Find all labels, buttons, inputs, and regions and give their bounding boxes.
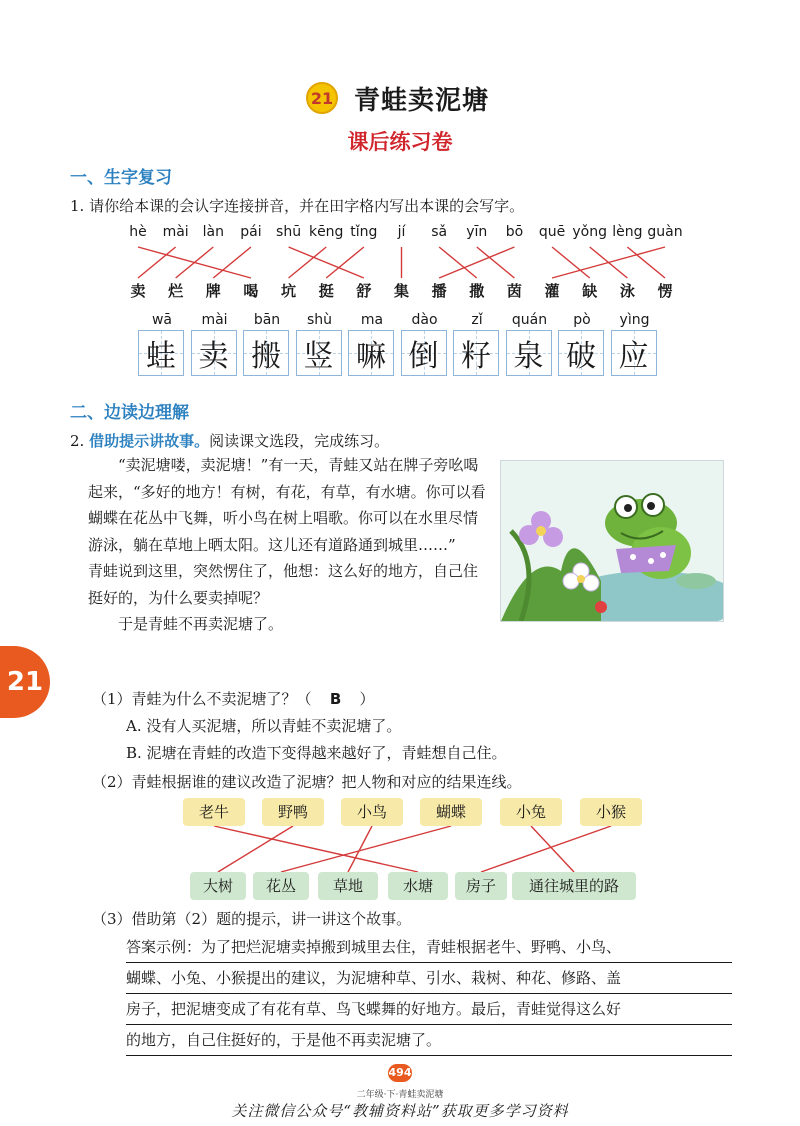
result-match-line	[218, 826, 293, 872]
option-b: B. 泥塘在青蛙的改造下变得越来越好了，青蛙想自己住。	[126, 744, 507, 762]
pinyin-item: hè	[129, 224, 147, 240]
writing-pinyin: pò	[573, 312, 591, 328]
writing-pinyin: shù	[306, 312, 333, 328]
pinyin-item: lèng	[612, 224, 643, 240]
passage-paragraph: 于是青蛙不再卖泥塘了。	[118, 615, 284, 633]
pinyin-item: yǒng	[572, 224, 608, 240]
writing-character: 倒	[408, 339, 439, 374]
lesson-number-badge: 21	[306, 82, 338, 114]
writing-character: 搬	[251, 339, 281, 374]
pinyin-item: guàn	[647, 224, 683, 240]
question-2-number: 2.	[70, 432, 90, 450]
pinyin-match-line	[289, 247, 364, 278]
answer-line: 房子，把泥塘变成了有花有草、鸟飞蝶舞的好地方。最后，青蛙觉得这么好	[126, 994, 732, 1025]
frog-illustration	[500, 460, 724, 622]
writing-pinyin: yìng	[619, 312, 650, 328]
result-match-line	[481, 826, 611, 872]
pinyin-item: mài	[162, 224, 189, 240]
answer-line: 的地方，自己住挺好的，于是他不再卖泥塘了。	[126, 1025, 732, 1056]
question-1: 1. 请你给本课的会认字连接拼音，并在田字格内写出本课的会写字。	[70, 197, 525, 215]
sub-question-1-close: ）	[359, 690, 375, 708]
character-item: 泳	[619, 282, 635, 300]
passage-paragraph: “卖泥塘喽，卖泥塘！”有一天，青蛙又站在牌子旁吆喝起来，“多好的地方！有树，有花，有草，有水塘。你可以看蝴蝶在花丛中飞舞，听小鸟在树上唱歌。你可以在水里尽情游泳，躺在草地上晒太阳。这儿还有道路通到城里……”	[88, 456, 486, 554]
pinyin-item: shū	[276, 224, 302, 240]
pinyin-match-line	[176, 247, 214, 278]
reading-passage	[88, 452, 486, 638]
writing-character: 竖	[303, 339, 334, 374]
character-item: 喝	[243, 282, 259, 300]
result-tag: 大树	[190, 872, 246, 900]
character-item: 撒	[469, 282, 485, 300]
pinyin-match-line	[289, 247, 327, 278]
writing-pinyin: dào	[411, 312, 438, 328]
book-info: 二年级·下·青蛙卖泥塘	[356, 1090, 444, 1100]
sub-question-1-answer: B	[329, 690, 342, 708]
option-a: A. 没有人买泥塘，所以青蛙不卖泥塘了。	[126, 717, 402, 735]
character-item: 舒	[356, 282, 372, 300]
pinyin-match-line	[552, 247, 665, 278]
sub-question-3: （3）借助第（2）题的提示，讲一讲这个故事。	[92, 910, 412, 928]
character-item: 缺	[582, 282, 598, 300]
writing-pinyin: mài	[201, 312, 228, 328]
pinyin-item: pái	[240, 224, 262, 240]
side-lesson-badge: 21	[0, 646, 50, 718]
writing-character: 蛙	[146, 339, 176, 374]
writing-pinyin: wā	[151, 312, 173, 328]
writing-pinyin: bān	[253, 312, 281, 328]
sub-question-2: （2）青蛙根据谁的建议改造了泥塘？把人物和对应的结果连线。	[92, 773, 522, 791]
character-item: 播	[431, 282, 447, 300]
result-tag: 花丛	[253, 872, 309, 900]
question-2	[70, 430, 389, 451]
pinyin-match-line	[477, 247, 515, 278]
person-tag: 老牛	[183, 798, 245, 826]
page-title: 青蛙卖泥塘	[354, 86, 490, 116]
character-item: 牌	[205, 282, 221, 300]
frog-flowers-image	[501, 461, 723, 621]
writing-pinyin: quán	[511, 312, 548, 328]
result-tag: 通往城里的路	[512, 872, 636, 900]
footer-note: 关注微信公众号“教辅资料站”获取更多学习资料	[231, 1102, 569, 1120]
character-item: 愣	[657, 282, 673, 300]
character-item: 卖	[130, 282, 146, 300]
writing-character: 卖	[198, 339, 229, 374]
character-item: 茵	[506, 282, 522, 300]
answer-line: 蝴蝶、小兔、小猴提出的建议，为泥塘种草、引水、栽树、种花、修路、盖	[126, 963, 732, 994]
pinyin-item: kēng	[308, 224, 344, 240]
section-heading-1: 一、生字复习	[70, 168, 172, 188]
result-match-line	[531, 826, 574, 872]
result-tag: 水塘	[388, 872, 448, 900]
writing-character: 泉	[513, 339, 544, 374]
pinyin-item: sǎ	[431, 224, 448, 240]
pinyin-item: tǐng	[350, 224, 378, 240]
result-tag: 草地	[318, 872, 378, 900]
character-item: 坑	[281, 282, 297, 300]
pinyin-item: làn	[202, 224, 224, 240]
pinyin-item: yīn	[466, 224, 488, 240]
pinyin-item: quē	[538, 224, 566, 240]
person-tag: 蝴蝶	[420, 798, 482, 826]
pinyin-match-line	[326, 247, 364, 278]
writing-pinyin: zǐ	[471, 312, 483, 328]
character-item: 烂	[168, 282, 184, 300]
person-tag: 小猴	[580, 798, 642, 826]
result-match-line	[281, 826, 451, 872]
result-tag: 房子	[455, 872, 507, 900]
character-item: 灌	[544, 282, 560, 300]
pinyin-item: bō	[505, 224, 524, 240]
sub-question-1	[92, 688, 375, 709]
page-subtitle: 课后练习卷	[347, 129, 453, 154]
writing-character: 破	[566, 339, 596, 374]
question-2-rest: 阅读课文选段，完成练习。	[209, 432, 390, 450]
section-heading-2: 二、边读边理解	[70, 403, 189, 423]
person-tag: 小兔	[500, 798, 562, 826]
character-item: 挺	[318, 282, 334, 300]
person-tag: 野鸭	[262, 798, 324, 826]
writing-pinyin: ma	[360, 312, 384, 328]
pinyin-match-line	[439, 247, 477, 278]
writing-character: 籽	[461, 339, 491, 374]
pinyin-item: jí	[397, 224, 406, 240]
passage-paragraph: 青蛙说到这里，突然愣住了，他想：这么好的地方，自己住挺好的，为什么要卖掉呢？	[88, 562, 479, 607]
answer-lines	[126, 932, 732, 1056]
result-match-line	[214, 826, 418, 872]
pinyin-match-line	[439, 247, 514, 278]
question-2-highlight: 借助提示讲故事。	[89, 432, 210, 450]
writing-character: 嘛	[356, 339, 386, 374]
answer-line: 答案示例：为了把烂泥塘卖掉搬到城里去住，青蛙根据老牛、野鸭、小鸟、	[126, 932, 732, 963]
person-tag: 小鸟	[341, 798, 403, 826]
page-number: 494	[388, 1064, 412, 1082]
writing-character: 应	[618, 339, 649, 374]
character-item: 集	[393, 282, 410, 300]
sub-question-1-text: （1）青蛙为什么不卖泥塘了？（	[92, 690, 312, 708]
